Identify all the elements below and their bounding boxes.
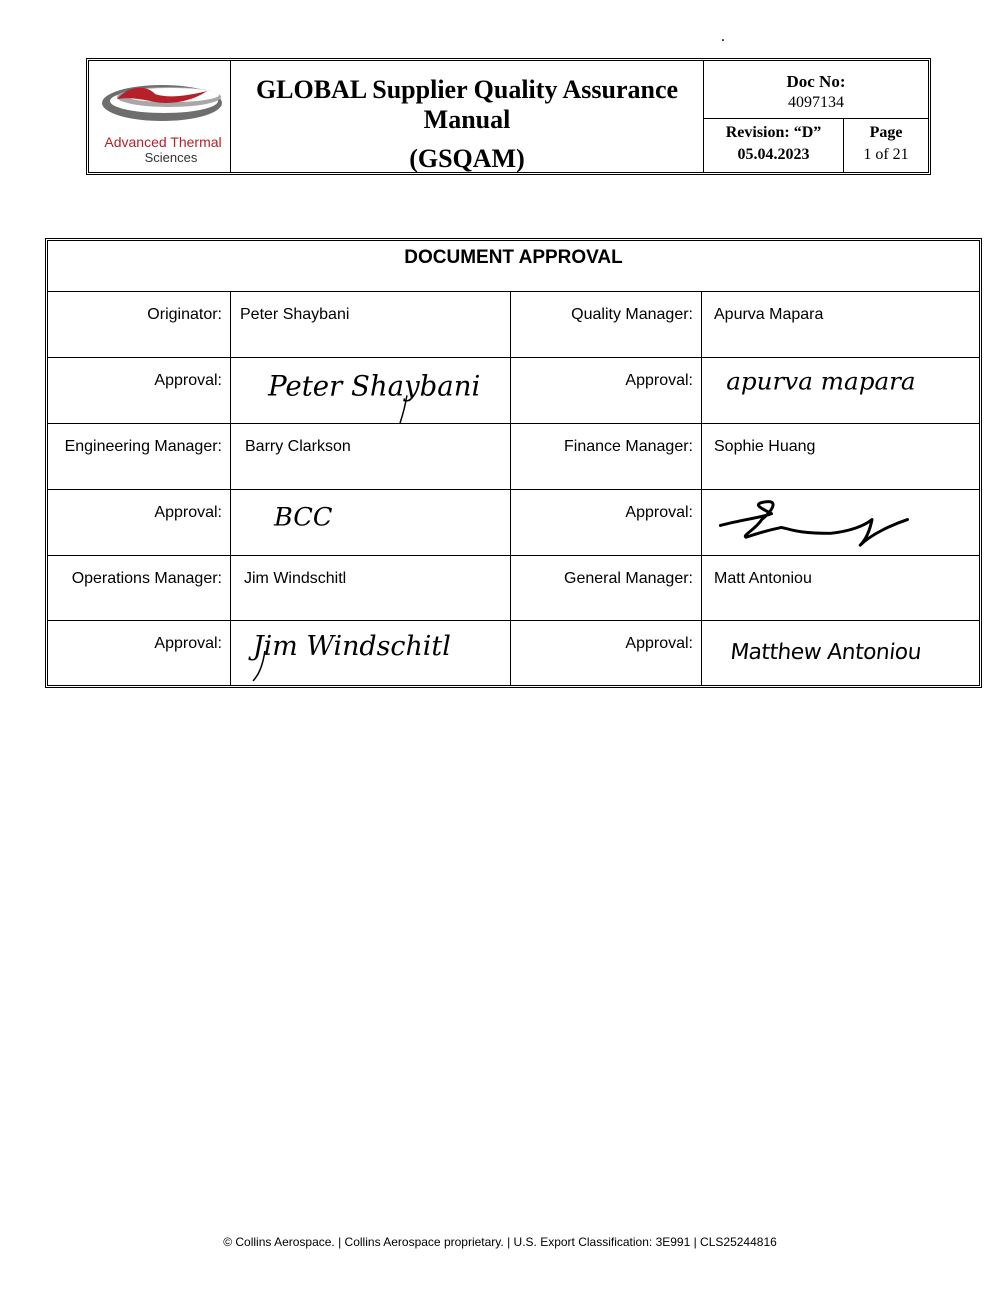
table-row xyxy=(48,424,979,490)
approval-label-cell xyxy=(48,358,231,423)
signature-cell xyxy=(702,490,979,555)
field-value: Peter Shaybani xyxy=(240,306,350,323)
field-label: Approval: xyxy=(154,372,222,389)
field-label: Approval: xyxy=(154,635,222,652)
logo-text-line2: Sciences xyxy=(144,150,198,165)
table-row xyxy=(48,358,979,424)
page-label: Page xyxy=(869,124,903,141)
field-value: Apurva Mapara xyxy=(714,306,824,323)
field-label: Operations Manager: xyxy=(71,570,222,587)
finance-manager-label-cell xyxy=(511,424,702,489)
originator-value-cell xyxy=(231,292,511,357)
signature-text: apurva mapara xyxy=(726,366,916,396)
field-label: Engineering Manager: xyxy=(64,438,222,455)
revision-cell xyxy=(704,119,844,172)
originator-label-cell xyxy=(48,292,231,357)
signature-originator xyxy=(231,358,510,423)
field-label: Quality Manager: xyxy=(571,306,693,323)
engineering-manager-value-cell xyxy=(231,424,511,489)
signature-engineering-manager xyxy=(231,490,510,555)
field-label: Finance Manager: xyxy=(564,438,693,455)
footer-classification: © Collins Aerospace. | Collins Aerospace proprietary. | U.S. Export Classification: 3E991 | CLS25244816 xyxy=(223,1235,777,1249)
table-row xyxy=(48,621,979,685)
signature-quality-manager xyxy=(702,358,979,423)
signature-general-manager xyxy=(702,621,979,685)
logo-text-line1: Advanced Thermal xyxy=(104,134,222,150)
signature-cell xyxy=(702,358,979,423)
approval-label-cell xyxy=(48,490,231,555)
operations-manager-label-cell xyxy=(48,556,231,620)
page-mark: . xyxy=(721,28,725,45)
company-logo-icon xyxy=(89,61,231,172)
approval-label-cell xyxy=(511,490,702,555)
revision-date: 05.04.2023 xyxy=(737,146,810,163)
approval-label-cell xyxy=(511,621,702,685)
signature-cell xyxy=(231,490,511,555)
field-value: Barry Clarkson xyxy=(245,438,351,455)
doc-number-label: Doc No: xyxy=(786,72,846,91)
table-row xyxy=(48,490,979,556)
field-value: Matt Antoniou xyxy=(714,570,812,587)
page-number: 1 of 21 xyxy=(863,146,909,163)
operations-manager-value-cell xyxy=(231,556,511,620)
revision-label: Revision: “D” xyxy=(725,124,822,141)
field-label: Approval: xyxy=(154,504,222,521)
field-value: Sophie Huang xyxy=(714,438,816,455)
approval-table-title: DOCUMENT APPROVAL xyxy=(48,241,979,292)
quality-manager-value-cell xyxy=(702,292,979,357)
page-cell xyxy=(844,119,928,172)
title-acronym: (GSQAM) xyxy=(409,144,525,173)
field-label: General Manager: xyxy=(564,570,693,587)
document-title xyxy=(231,61,704,172)
signature-cell xyxy=(231,621,511,685)
general-manager-label-cell xyxy=(511,556,702,620)
quality-manager-label-cell xyxy=(511,292,702,357)
company-logo xyxy=(89,61,231,172)
table-row xyxy=(48,292,979,358)
signature-text: Matthew Antoniou xyxy=(729,639,923,665)
signature-operations-manager xyxy=(231,621,510,685)
signature-text: Peter Shaybani xyxy=(268,369,481,403)
doc-number-cell xyxy=(704,61,928,119)
signature-text: Jim Windschitl xyxy=(252,630,451,662)
signature-cell xyxy=(702,621,979,685)
signature-cell xyxy=(231,358,511,423)
field-label: Approval: xyxy=(625,372,693,389)
signature-text: BCC xyxy=(273,502,333,533)
engineering-manager-label-cell xyxy=(48,424,231,489)
general-manager-value-cell xyxy=(702,556,979,620)
doc-number-value: 4097134 xyxy=(788,94,844,111)
document-approval-table xyxy=(45,238,982,688)
field-label: Approval: xyxy=(625,635,693,652)
table-row xyxy=(48,556,979,621)
field-value: Jim Windschitl xyxy=(244,570,347,587)
signature-finance-manager xyxy=(702,490,979,555)
approval-label-cell xyxy=(48,621,231,685)
field-label: Approval: xyxy=(625,504,693,521)
finance-manager-value-cell xyxy=(702,424,979,489)
title-main: GLOBAL Supplier Quality Assurance Manual xyxy=(255,75,679,134)
approval-label-cell xyxy=(511,358,702,423)
field-label: Originator: xyxy=(147,306,222,323)
document-header xyxy=(86,58,931,175)
